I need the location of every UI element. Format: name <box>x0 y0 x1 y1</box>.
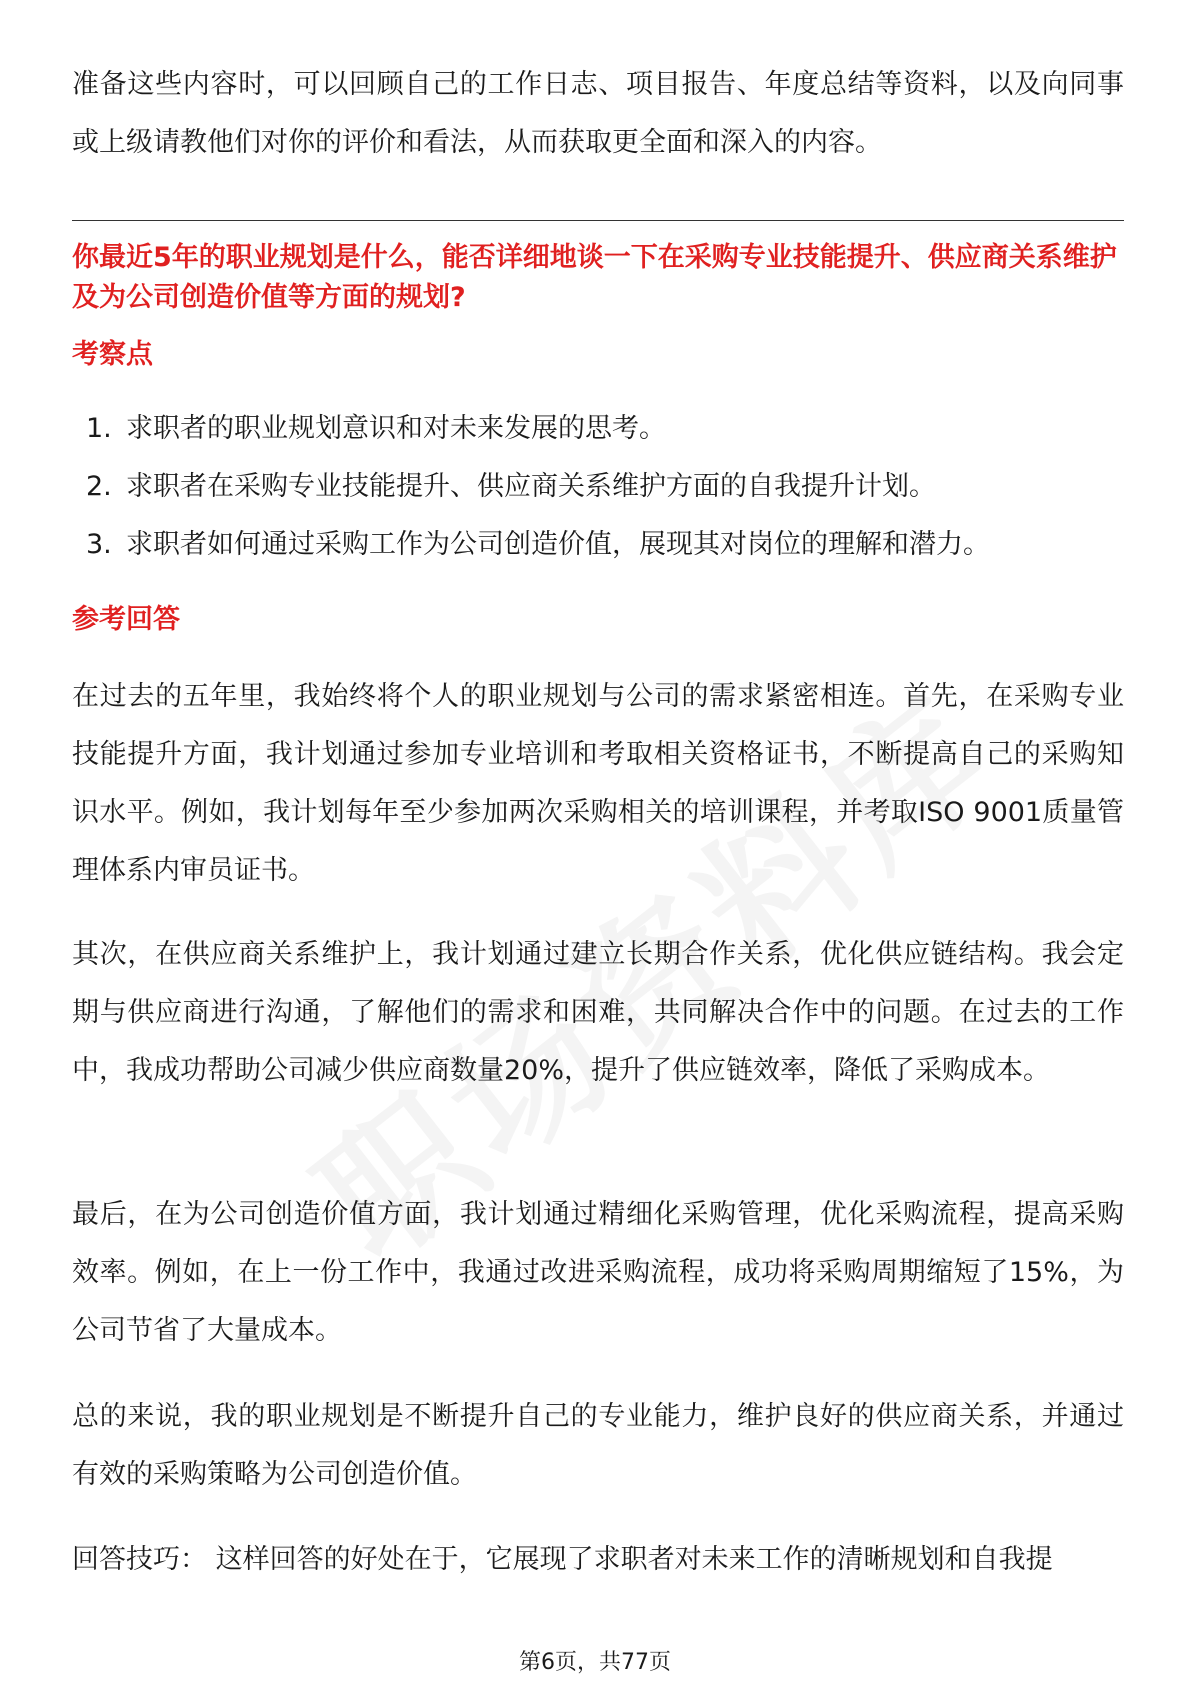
answer-paragraph: 总的来说，我的职业规划是不断提升自己的专业能力，维护良好的供应商关系，并通过有效的采购策略为公司创造价值。 <box>72 1401 1124 1490</box>
list-item-text: 求职者如何通过采购工作为公司创造价值，展现其对岗位的理解和潜力。 <box>126 529 990 560</box>
question-heading: 你最近5年的职业规划是什么，能否详细地谈一下在采购专业技能提升、供应商关系维护及为公司创造价值等方面的规划? <box>72 242 1117 313</box>
list-item-text: 求职者在采购专业技能提升、供应商关系维护方面的自我提升计划。 <box>126 471 936 502</box>
list-item-number: 2. <box>86 471 112 502</box>
answer-tips-paragraph: 回答技巧： 这样回答的好处在于，它展现了求职者对未来工作的清晰规划和自我提 <box>72 1544 1053 1575</box>
list-item-number: 3. <box>86 529 112 560</box>
assessment-points-list <box>72 400 1124 574</box>
assessment-label: 考察点 <box>72 339 153 370</box>
section-divider <box>72 220 1124 221</box>
list-item <box>72 458 1124 516</box>
page-number-footer: 第6页，共77页 <box>519 1650 671 1675</box>
list-item <box>72 400 1124 458</box>
answer-paragraph: 在过去的五年里，我始终将个人的职业规划与公司的需求紧密相连。首先，在采购专业技能提升方面，我计划通过参加专业培训和考取相关资格证书，不断提高自己的采购知识水平。例如，我计划每年至少参加两次采购相关的培训课程，并考取ISO 9001质量管理体系内审员证书。 <box>72 681 1124 886</box>
intro-paragraph: 准备这些内容时，可以回顾自己的工作日志、项目报告、年度总结等资料，以及向同事或上级请教他们对你的评价和看法，从而获取更全面和深入的内容。 <box>72 69 1124 158</box>
list-item <box>72 516 1124 574</box>
list-item-text: 求职者的职业规划意识和对未来发展的思考。 <box>126 413 666 444</box>
answer-paragraph: 其次，在供应商关系维护上，我计划通过建立长期合作关系，优化供应链结构。我会定期与供应商进行沟通，了解他们的需求和困难，共同解决合作中的问题。在过去的工作中，我成功帮助公司减少供应商数量20%，提升了供应链效率，降低了采购成本。 <box>72 939 1124 1086</box>
answer-paragraph: 最后，在为公司创造价值方面，我计划通过精细化采购管理，优化采购流程，提高采购效率。例如，在上一份工作中，我通过改进采购流程，成功将采购周期缩短了15%，为公司节省了大量成本。 <box>72 1199 1124 1346</box>
reference-answer-label: 参考回答 <box>72 604 180 635</box>
list-item-number: 1. <box>86 413 112 444</box>
